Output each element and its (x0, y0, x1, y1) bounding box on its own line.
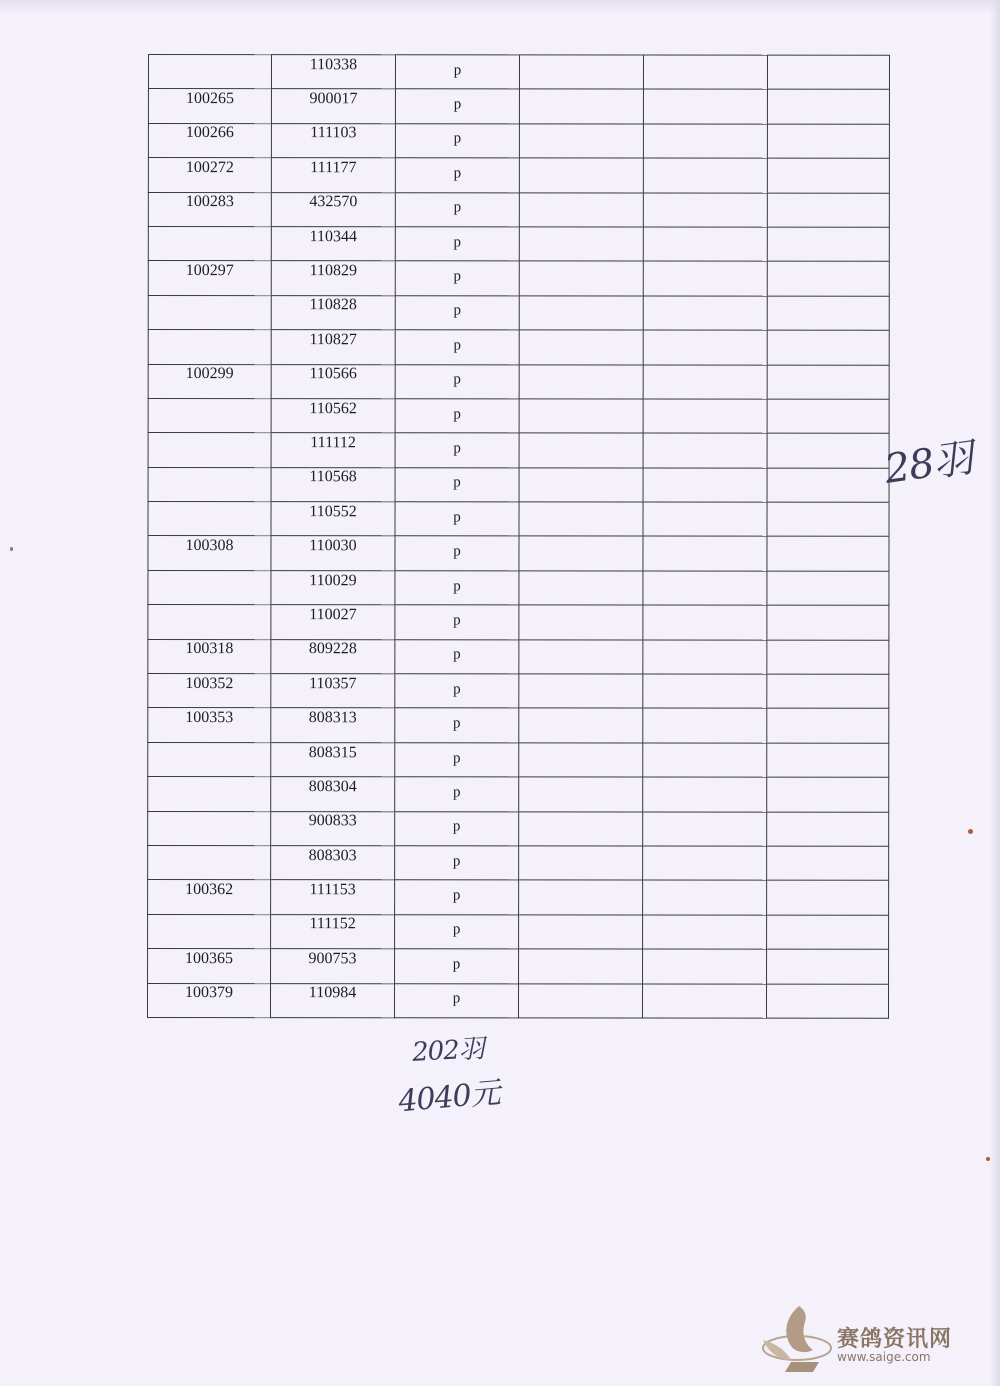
mark-cell-text: p (453, 405, 461, 422)
ring-number-cell (271, 399, 395, 434)
id-cell (148, 502, 271, 537)
id-cell (148, 742, 271, 777)
empty-cell (643, 124, 767, 159)
id-cell-text: 100308 (185, 537, 234, 555)
mark-cell-text: p (453, 302, 461, 319)
empty-cell (519, 192, 643, 227)
empty-cell (767, 124, 889, 159)
ring-number-cell (271, 605, 395, 640)
id-cell (148, 398, 271, 433)
ring-number-cell-text: 900833 (308, 812, 357, 830)
table-row (148, 502, 889, 537)
mark-cell-text: p (452, 852, 461, 869)
table-row (148, 398, 889, 433)
mark-cell-text: p (453, 612, 461, 629)
empty-cell (519, 89, 643, 124)
ring-number-cell-text: 432570 (309, 193, 358, 211)
paper-speck (10, 547, 13, 551)
id-cell (148, 467, 271, 502)
id-cell (148, 914, 271, 949)
empty-cell (767, 296, 889, 331)
watermark-site-name: 赛鸽资讯网 (837, 1327, 953, 1352)
empty-cell (643, 708, 767, 743)
mark-cell (395, 227, 519, 262)
empty-cell (519, 708, 643, 743)
empty-cell (767, 330, 889, 365)
empty-cell (767, 227, 889, 262)
empty-cell (643, 330, 767, 365)
ring-number-cell (271, 433, 395, 468)
mark-cell-text: p (453, 96, 462, 113)
table-row (148, 949, 889, 984)
empty-cell (519, 880, 643, 915)
ring-number-cell (271, 880, 395, 915)
mark-cell (395, 399, 519, 434)
id-cell (148, 158, 271, 193)
mark-cell (395, 743, 519, 778)
table-row (148, 880, 889, 915)
ring-number-cell-text: 900017 (309, 90, 358, 108)
ring-number-cell (271, 570, 395, 605)
id-cell-text: 100379 (185, 984, 234, 1002)
id-cell (148, 55, 271, 90)
empty-cell (643, 468, 767, 503)
mark-cell-text: p (452, 784, 461, 801)
mark-cell-text: p (452, 887, 461, 904)
id-cell (148, 570, 271, 605)
table-row (148, 158, 889, 193)
empty-cell (767, 915, 889, 950)
id-cell-text: 100283 (185, 193, 234, 211)
ring-number-cell-text: 111152 (309, 915, 356, 933)
empty-cell (519, 227, 643, 262)
empty-cell (643, 571, 767, 606)
mark-cell (394, 983, 518, 1018)
id-cell (148, 949, 271, 984)
mark-cell-text: p (453, 474, 461, 491)
mark-cell-text: p (453, 233, 462, 250)
mark-cell (395, 330, 519, 365)
empty-cell (643, 433, 767, 468)
mark-cell (395, 915, 519, 950)
empty-cell (643, 399, 767, 434)
empty-cell (767, 881, 889, 916)
empty-cell (643, 227, 767, 262)
empty-cell (767, 571, 889, 606)
empty-cell (643, 502, 767, 537)
id-cell (148, 433, 271, 468)
id-cell-text: 100299 (185, 365, 234, 383)
ring-number-cell (271, 158, 395, 193)
empty-cell (519, 296, 643, 331)
mark-cell (395, 605, 519, 640)
empty-cell (767, 158, 889, 193)
ring-number-cell-text: 110562 (309, 399, 357, 417)
empty-cell (519, 605, 643, 640)
empty-cell (519, 502, 643, 537)
id-cell-text: 100272 (185, 158, 234, 176)
mark-cell (395, 708, 519, 743)
ring-number-cell (271, 536, 395, 571)
id-cell-text: 100362 (185, 881, 234, 899)
empty-cell (767, 365, 889, 400)
mark-cell (395, 639, 519, 674)
ring-number-cell (271, 949, 395, 984)
mark-cell (395, 124, 519, 159)
mark-cell (395, 571, 519, 606)
empty-cell (643, 296, 767, 331)
mark-cell-text: p (453, 646, 461, 663)
table-row (148, 777, 889, 812)
ring-number-cell (271, 330, 395, 365)
ring-number-cell-text: 110338 (309, 55, 358, 73)
ring-number-cell-text: 808304 (308, 778, 357, 796)
ring-number-cell-text: 110029 (309, 571, 357, 589)
mark-cell (395, 846, 519, 881)
mark-cell-text: p (452, 956, 461, 973)
empty-cell (519, 674, 643, 709)
empty-cell (519, 846, 643, 881)
id-cell-text: 100266 (185, 124, 234, 142)
table-row (148, 123, 889, 158)
handwritten-total-amount: 4040元 (396, 1075, 501, 1120)
mark-cell-text: p (453, 62, 462, 79)
empty-cell (643, 640, 767, 675)
record-table-body (147, 55, 889, 1019)
empty-cell (643, 605, 767, 640)
table-row (148, 89, 889, 124)
table-row (148, 364, 889, 399)
empty-cell (767, 846, 889, 881)
table-row (148, 536, 889, 571)
ring-number-cell (271, 914, 395, 949)
ring-number-cell (271, 502, 395, 537)
id-cell (148, 192, 271, 227)
empty-cell (519, 364, 643, 399)
ring-number-cell-text: 110552 (309, 502, 357, 520)
ring-number-cell-text: 110828 (309, 296, 357, 314)
empty-cell (767, 640, 889, 675)
empty-cell (643, 846, 767, 881)
ring-number-cell (271, 639, 395, 674)
mark-cell (395, 89, 519, 124)
table-row (148, 261, 889, 296)
id-cell (148, 605, 271, 640)
id-cell (148, 123, 271, 158)
id-cell (147, 983, 270, 1018)
empty-cell (767, 468, 889, 503)
mark-cell (395, 674, 519, 709)
ring-number-cell-text: 111177 (310, 159, 357, 177)
ring-number-cell (271, 364, 395, 399)
empty-cell (519, 640, 643, 675)
empty-cell (767, 261, 889, 296)
id-cell (148, 536, 271, 571)
empty-cell (519, 949, 643, 984)
table-row (148, 226, 889, 261)
empty-cell (643, 949, 767, 984)
handwritten-total-birds: 202羽 (411, 1034, 485, 1068)
table-row (148, 330, 889, 365)
ring-number-cell (271, 846, 395, 881)
empty-cell (767, 605, 889, 640)
empty-cell (767, 433, 889, 468)
mark-cell-text: p (453, 130, 462, 147)
table-row (148, 55, 889, 90)
mark-cell (395, 502, 519, 537)
mark-cell-text: p (453, 371, 461, 388)
ring-number-cell (271, 261, 395, 296)
empty-cell (643, 89, 767, 124)
table-row (148, 914, 889, 949)
id-cell (148, 639, 271, 674)
ring-number-cell-text: 900753 (308, 950, 357, 968)
mark-cell (395, 467, 519, 502)
mark-cell (395, 949, 519, 984)
table-row (148, 845, 889, 880)
mark-cell (395, 536, 519, 571)
empty-cell (643, 880, 767, 915)
ring-number-cell-text: 110984 (308, 984, 357, 1002)
id-cell-text: 100265 (185, 90, 234, 108)
mark-cell-text: p (453, 509, 461, 526)
empty-cell (642, 984, 766, 1019)
empty-cell (519, 743, 643, 778)
empty-cell (643, 743, 767, 778)
table-row (148, 708, 889, 743)
empty-cell (767, 674, 889, 709)
empty-cell (519, 811, 643, 846)
table-row (148, 570, 889, 605)
mark-cell-text: p (453, 749, 461, 766)
table-row (148, 467, 889, 502)
empty-cell (643, 536, 767, 571)
empty-cell (767, 812, 889, 847)
empty-cell (643, 55, 767, 90)
empty-cell (643, 915, 767, 950)
empty-cell (518, 983, 642, 1018)
empty-cell (767, 709, 889, 744)
empty-cell (519, 777, 643, 812)
empty-cell (643, 261, 767, 296)
mark-cell (395, 55, 519, 90)
ring-number-cell (271, 674, 395, 709)
table-row (148, 433, 889, 468)
id-cell-text: 100353 (185, 709, 234, 727)
id-cell-text: 100365 (185, 949, 234, 967)
table-row (147, 983, 888, 1018)
empty-cell (767, 949, 889, 984)
ring-number-cell-text: 808315 (308, 743, 357, 761)
mark-cell (395, 364, 519, 399)
id-cell (148, 880, 271, 915)
paper-speck (968, 829, 973, 834)
table-row (148, 742, 889, 777)
empty-cell (643, 193, 767, 228)
empty-cell (519, 261, 643, 296)
id-cell (148, 845, 271, 880)
mark-cell (395, 880, 519, 915)
handwritten-margin-note: 28羽 (881, 435, 976, 493)
page-right-edge (990, 0, 1000, 1386)
empty-cell (767, 777, 889, 812)
mark-cell-text: p (453, 440, 461, 457)
ring-number-cell-text: 110344 (309, 227, 358, 245)
empty-cell (767, 537, 889, 572)
id-cell (148, 811, 271, 846)
ring-number-cell-text: 111153 (309, 881, 356, 899)
watermark-url: www.saige.com (837, 1350, 931, 1364)
ring-number-cell (271, 89, 395, 124)
empty-cell (767, 55, 889, 90)
ring-number-cell (271, 295, 395, 330)
empty-cell (643, 158, 767, 193)
watermark (755, 1300, 970, 1380)
id-cell (148, 89, 271, 124)
id-cell (148, 226, 271, 261)
ring-number-cell (271, 708, 395, 743)
ring-number-cell-text: 110568 (309, 468, 357, 486)
pigeon-logo-icon (755, 1300, 835, 1380)
id-cell-text: 100318 (185, 640, 234, 658)
ring-number-cell (271, 123, 395, 158)
ring-number-cell (271, 811, 395, 846)
id-cell-text: 100352 (185, 674, 234, 692)
table-row (148, 295, 889, 330)
table-row (148, 639, 889, 674)
ring-number-cell (271, 227, 395, 262)
table-row (148, 674, 889, 709)
mark-cell-text: p (452, 818, 461, 835)
id-cell (148, 364, 271, 399)
ring-number-cell (271, 467, 395, 502)
ring-number-cell-text: 110027 (309, 606, 357, 624)
empty-cell (519, 571, 643, 606)
empty-cell (519, 433, 643, 468)
ring-number-cell-text: 110030 (309, 537, 357, 555)
mark-cell (395, 811, 519, 846)
empty-cell (643, 812, 767, 847)
id-cell-text: 100297 (185, 262, 234, 280)
id-cell (148, 261, 271, 296)
ring-number-cell-text: 809228 (308, 640, 357, 658)
id-cell (148, 674, 271, 709)
ring-number-cell-text: 110827 (309, 330, 357, 349)
ring-number-cell-text: 808303 (308, 846, 357, 864)
page-top-edge (0, 0, 1000, 14)
ring-number-cell-text: 110357 (309, 674, 357, 692)
table-row (148, 605, 889, 640)
ring-number-cell-text: 110566 (309, 365, 357, 383)
ring-number-cell (271, 55, 395, 90)
ring-number-cell (271, 192, 395, 227)
ring-number-cell-text: 111103 (310, 124, 357, 142)
mark-cell-text: p (452, 921, 461, 938)
empty-cell (767, 399, 889, 434)
mark-cell-text: p (453, 543, 461, 560)
ring-number-cell (271, 777, 395, 812)
ring-number-cell (270, 983, 394, 1018)
id-cell (148, 330, 271, 365)
paper-speck (986, 1157, 990, 1161)
ring-number-cell-text: 110829 (309, 262, 357, 280)
empty-cell (519, 124, 643, 159)
empty-cell (767, 502, 889, 537)
mark-cell (395, 295, 519, 330)
mark-cell-text: p (453, 715, 461, 732)
table-row (148, 811, 889, 846)
mark-cell-text: p (453, 165, 462, 182)
empty-cell (643, 365, 767, 400)
empty-cell (519, 158, 643, 193)
ring-number-cell-text: 808313 (308, 709, 357, 727)
ring-number-cell-text: 111112 (310, 434, 356, 452)
mark-cell-text: p (453, 577, 461, 594)
mark-cell-text: p (453, 199, 462, 216)
empty-cell (767, 743, 889, 778)
empty-cell (519, 536, 643, 571)
empty-cell (767, 193, 889, 228)
mark-cell (395, 261, 519, 296)
empty-cell (767, 90, 889, 125)
empty-cell (519, 330, 643, 365)
empty-cell (643, 674, 767, 709)
empty-cell (519, 399, 643, 434)
mark-cell-text: p (453, 681, 461, 698)
empty-cell (643, 777, 767, 812)
mark-cell (395, 158, 519, 193)
mark-cell-text: p (452, 990, 461, 1007)
id-cell (148, 295, 271, 330)
empty-cell (766, 984, 888, 1019)
empty-cell (519, 468, 643, 503)
empty-cell (519, 55, 643, 90)
id-cell (148, 777, 271, 812)
empty-cell (519, 915, 643, 950)
mark-cell-text: p (453, 337, 461, 354)
record-table (147, 54, 890, 1019)
table-row (148, 192, 889, 227)
ring-number-cell (271, 742, 395, 777)
mark-cell (395, 433, 519, 468)
mark-cell (395, 777, 519, 812)
mark-cell-text: p (453, 268, 462, 285)
mark-cell (395, 192, 519, 227)
id-cell (148, 708, 271, 743)
